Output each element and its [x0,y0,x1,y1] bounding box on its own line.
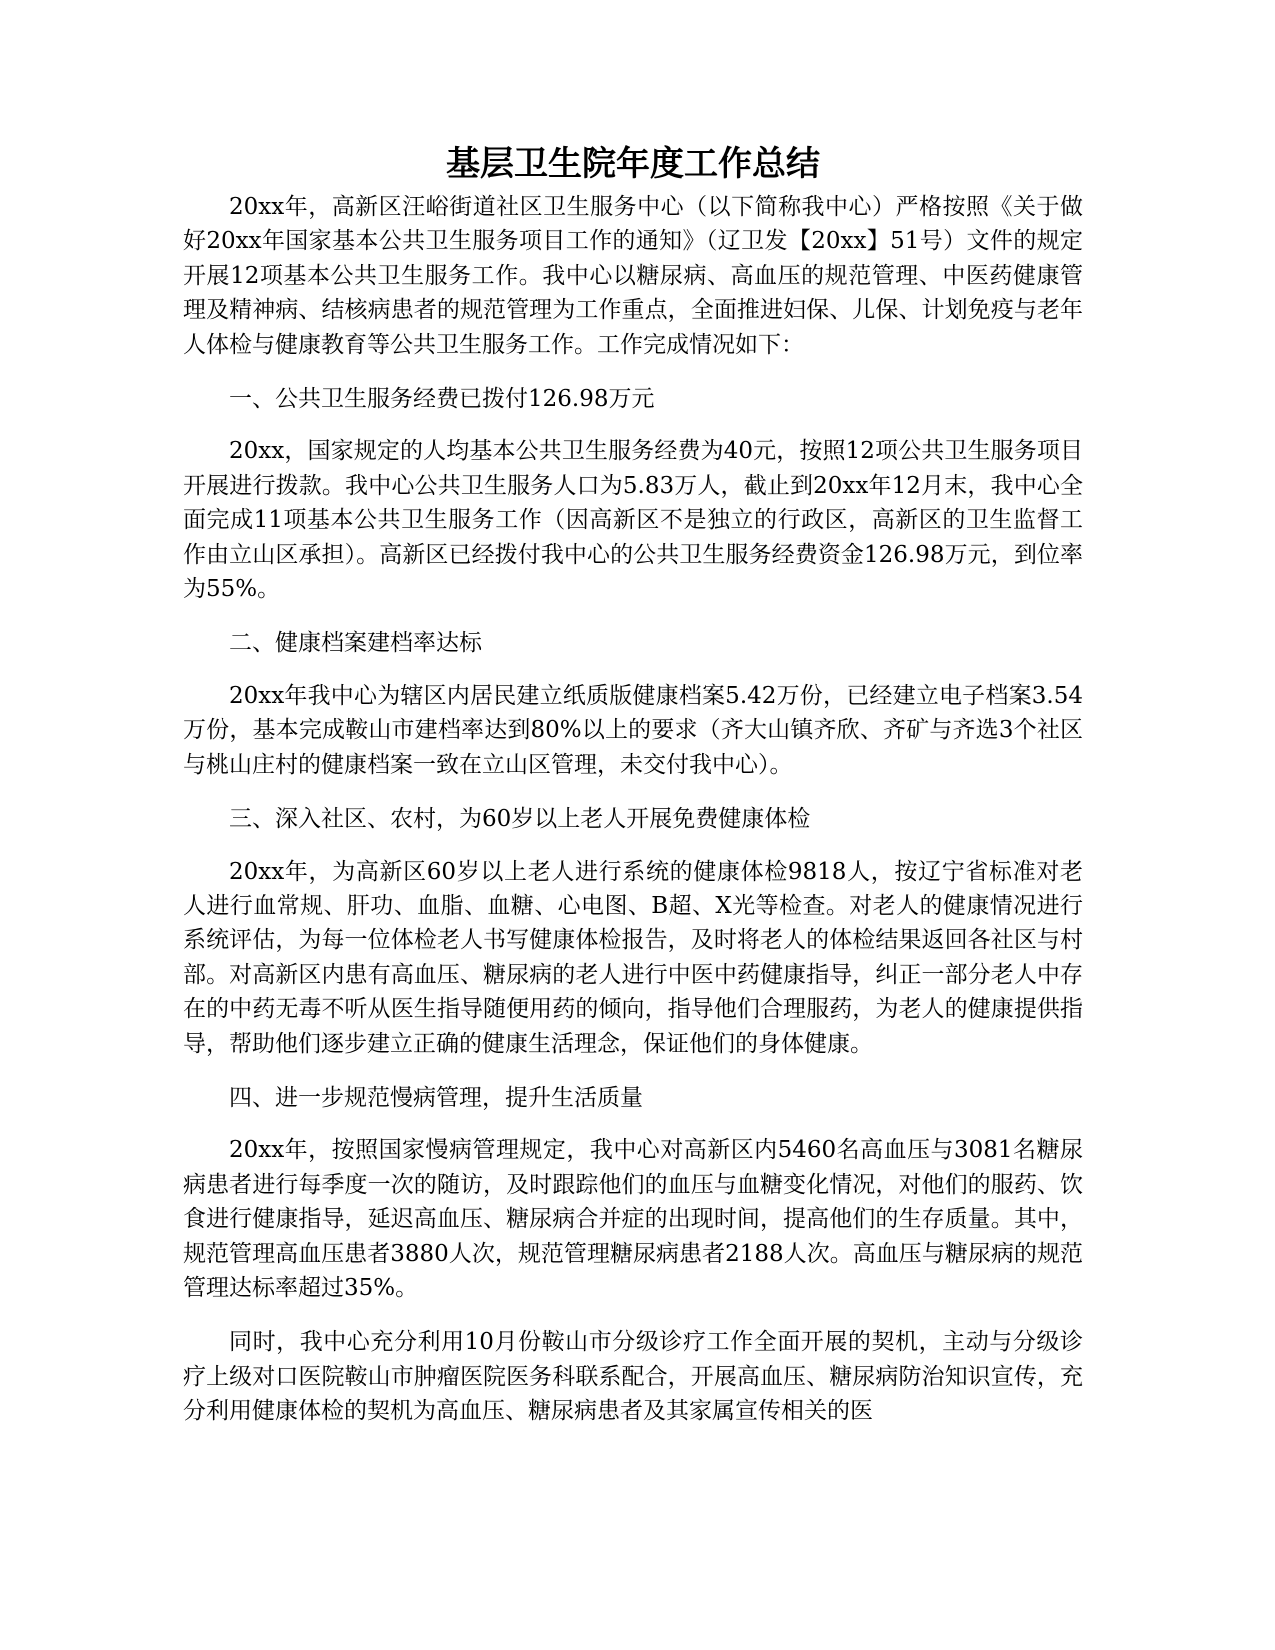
section-2-paragraph-1: 20xx年我中心为辖区内居民建立纸质版健康档案5.42万份，已经建立电子档案3.54万份，基本完成鞍山市建档率达到80%以上的要求（齐大山镇齐欣、齐矿与齐选3个社区与桃山庄村的健康档案一致在立山区管理，未交付我中心）。 [183,682,1083,778]
section-heading-2: 二、健康档案建档率达标 [229,630,482,657]
document-body [183,140,1083,1429]
section-heading-4: 四、进一步规范慢病管理，提升生活质量 [229,1084,643,1111]
intro-paragraph: 20xx年，高新区汪峪街道社区卫生服务中心（以下简称我中心）严格按照《关于做好20xx年国家基本公共卫生服务项目工作的通知》（辽卫发【20xx】51号）文件的规定开展12项基本公共卫生服务工作。我中心以糖尿病、高血压的规范管理、中医药健康管理及精神病、结核病患者的规范管理为工作重点，全面推进妇保、儿保、计划免疫与老年人体检与健康教育等公共卫生服务工作。工作完成情况如下： [183,194,1083,358]
section-heading-1: 一、公共卫生服务经费已拨付126.98万元 [229,386,655,413]
section-heading-3: 三、深入社区、农村，为60岁以上老人开展免费健康体检 [229,806,811,833]
section-4-paragraph-2: 同时，我中心充分利用10月份鞍山市分级诊疗工作全面开展的契机，主动与分级诊疗上级对口医院鞍山市肿瘤医院医务科联系配合，开展高血压、糖尿病防治知识宣传，充分利用健康体检的契机为高血压、糖尿病患者及其家属宣传相关的医 [183,1329,1083,1425]
section-4-paragraph-1: 20xx年，按照国家慢病管理规定，我中心对高新区内5460名高血压与3081名糖尿病患者进行每季度一次的随访，及时跟踪他们的血压与血糖变化情况，对他们的服药、饮食进行健康指导，延迟高血压、糖尿病合并症的出现时间，提高他们的生存质量。其中，规范管理高血压患者3880人次，规范管理糖尿病患者2188人次。高血压与糖尿病的规范管理达标率超过35%。 [183,1137,1083,1301]
section-3-paragraph-1: 20xx年，为高新区60岁以上老人进行系统的健康体检9818人，按辽宁省标准对老人进行血常规、肝功、血脂、血糖、心电图、B超、X光等检查。对老人的健康情况进行系统评估，为每一位体检老人书写健康体检报告，及时将老人的体检结果返回各社区与村部。对高新区内患有高血压、糖尿病的老人进行中医中药健康指导，纠正一部分老人中存在的中药无毒不听从医生指导随便用药的倾向，指导他们合理服药，为老人的健康提供指导，帮助他们逐步建立正确的健康生活理念，保证他们的身体健康。 [183,858,1083,1057]
document-title: 基层卫生院年度工作总结 [446,144,820,184]
section-1-paragraph-1: 20xx，国家规定的人均基本公共卫生服务经费为40元，按照12项公共卫生服务项目开展进行拨款。我中心公共卫生服务人口为5.83万人，截止到20xx年12月末，我中心全面完成11项基本公共卫生服务工作（因高新区不是独立的行政区，高新区的卫生监督工作由立山区承担）。高新区已经拨付我中心的公共卫生服务经费资金126.98万元，到位率为55%。 [183,438,1083,603]
